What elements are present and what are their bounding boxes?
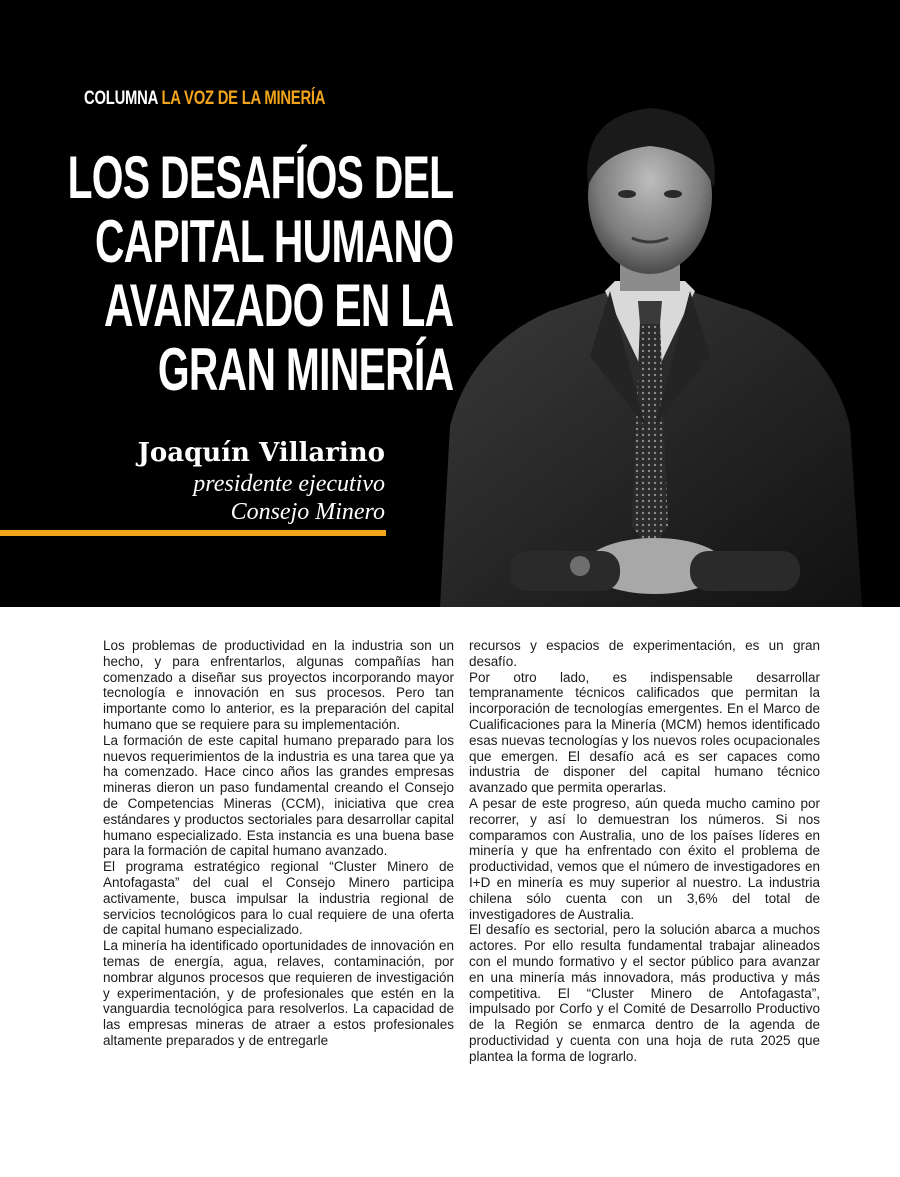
headline-line: GRAN MINERÍA — [157, 336, 453, 403]
section-kicker — [84, 88, 325, 110]
headline-line: LOS DESAFÍOS DEL — [67, 144, 453, 211]
author-role: presidente ejecutivo — [193, 471, 385, 497]
article-headline — [67, 146, 453, 402]
author-organization: Consejo Minero — [230, 499, 385, 525]
body-paragraph: A pesar de este progreso, aún queda mucho camino por recorrer, y así lo demuestran los números. Si nos comparamos con Australia, uno de los países líderes en minería y que ha enfrentado con éxito el problema de productividad, vemos que el número de investigadores en I+D en minería es muy superior al nuestro. La industria chilena sólo cuenta con un 3,6% del total de investigadores de Australia. — [469, 795, 820, 922]
author-portrait — [430, 96, 870, 607]
headline-line: AVANZADO EN LA — [103, 272, 453, 339]
author-name: Joaquín Villarino — [137, 438, 385, 468]
article-column-left — [103, 638, 454, 1049]
body-paragraph: La formación de este capital humano preparado para los nuevos requerimientos de la industria es una tarea que ya ha comenzado. Hace cinco años las grandes empresas mineras dieron un paso fundamental creando el Consejo de Competencias Mineras (CCM), iniciativa que crea estándares y productos sectoriales para desarrollar capital humano especializado. Esta instancia es una buena base para la formación de capital humano avanzado. — [103, 732, 454, 859]
body-paragraph: El programa estratégico regional “Cluster Minero de Antofagasta” del cual el Consejo Minero participa activamente, busca impulsar la industria regional de servicios tecnológicos para lo cual requiere de una oferta de capital humano especializado. — [103, 859, 454, 938]
kicker-label: COLUMNA — [84, 88, 158, 109]
body-paragraph: La minería ha identificado oportunidades de innovación en temas de energía, agua, relaves, contaminación, por nombrar algunos procesos que requieren de investigación y experimentación, y de profesionales que estén en la vanguardia tecnológica para resolverlos. La capacidad de las empresas mineras de atraer a estos profesionales altamente preparados y de entregarle — [103, 938, 454, 1048]
body-paragraph: recursos y espacios de experimentación, es un gran desafío. — [469, 638, 820, 669]
accent-rule — [0, 530, 386, 536]
article-column-right — [469, 638, 820, 1065]
author-byline — [138, 436, 385, 526]
body-paragraph: Por otro lado, es indispensable desarrollar tempranamente técnicos calificados que permitan la incorporación de tecnologías emergentes. En el Marco de Cualificaciones para la Minería (MCM) hemos identificado esas nuevas tecnologías y los nuevos roles ocupacionales que emergen. El desafío acá es ser capaces como industria de disponer del capital humano técnico avanzado que permita operarlas. — [469, 669, 820, 796]
body-paragraph: El desafío es sectorial, pero la solución abarca a muchos actores. Por ello resulta fundamental trabajar alineados con el mundo formativo y el sector público para avanzar en una minería más innovadora, más productiva y más competitiva. El “Cluster Minero de Antofagasta”, impulsado por Corfo y el Comité de Desarrollo Productivo de la Región se enmarca dentro de la agenda de productividad y cuenta con una hoja de ruta 2025 que plantea la forma de lograrlo. — [469, 922, 820, 1064]
headline-line: CAPITAL HUMANO — [94, 208, 454, 275]
body-paragraph: Los problemas de productividad en la industria son un hecho, y para enfrentarlos, algunas compañías han comenzado a diseñar sus proyectos incorporando mayor tecnología e innovación en sus procesos. Pero tan importante como lo anterior, es la preparación del capital humano que se requiere para su implementación. — [103, 638, 454, 732]
kicker-section: LA VOZ DE LA MINERÍA — [161, 88, 326, 109]
